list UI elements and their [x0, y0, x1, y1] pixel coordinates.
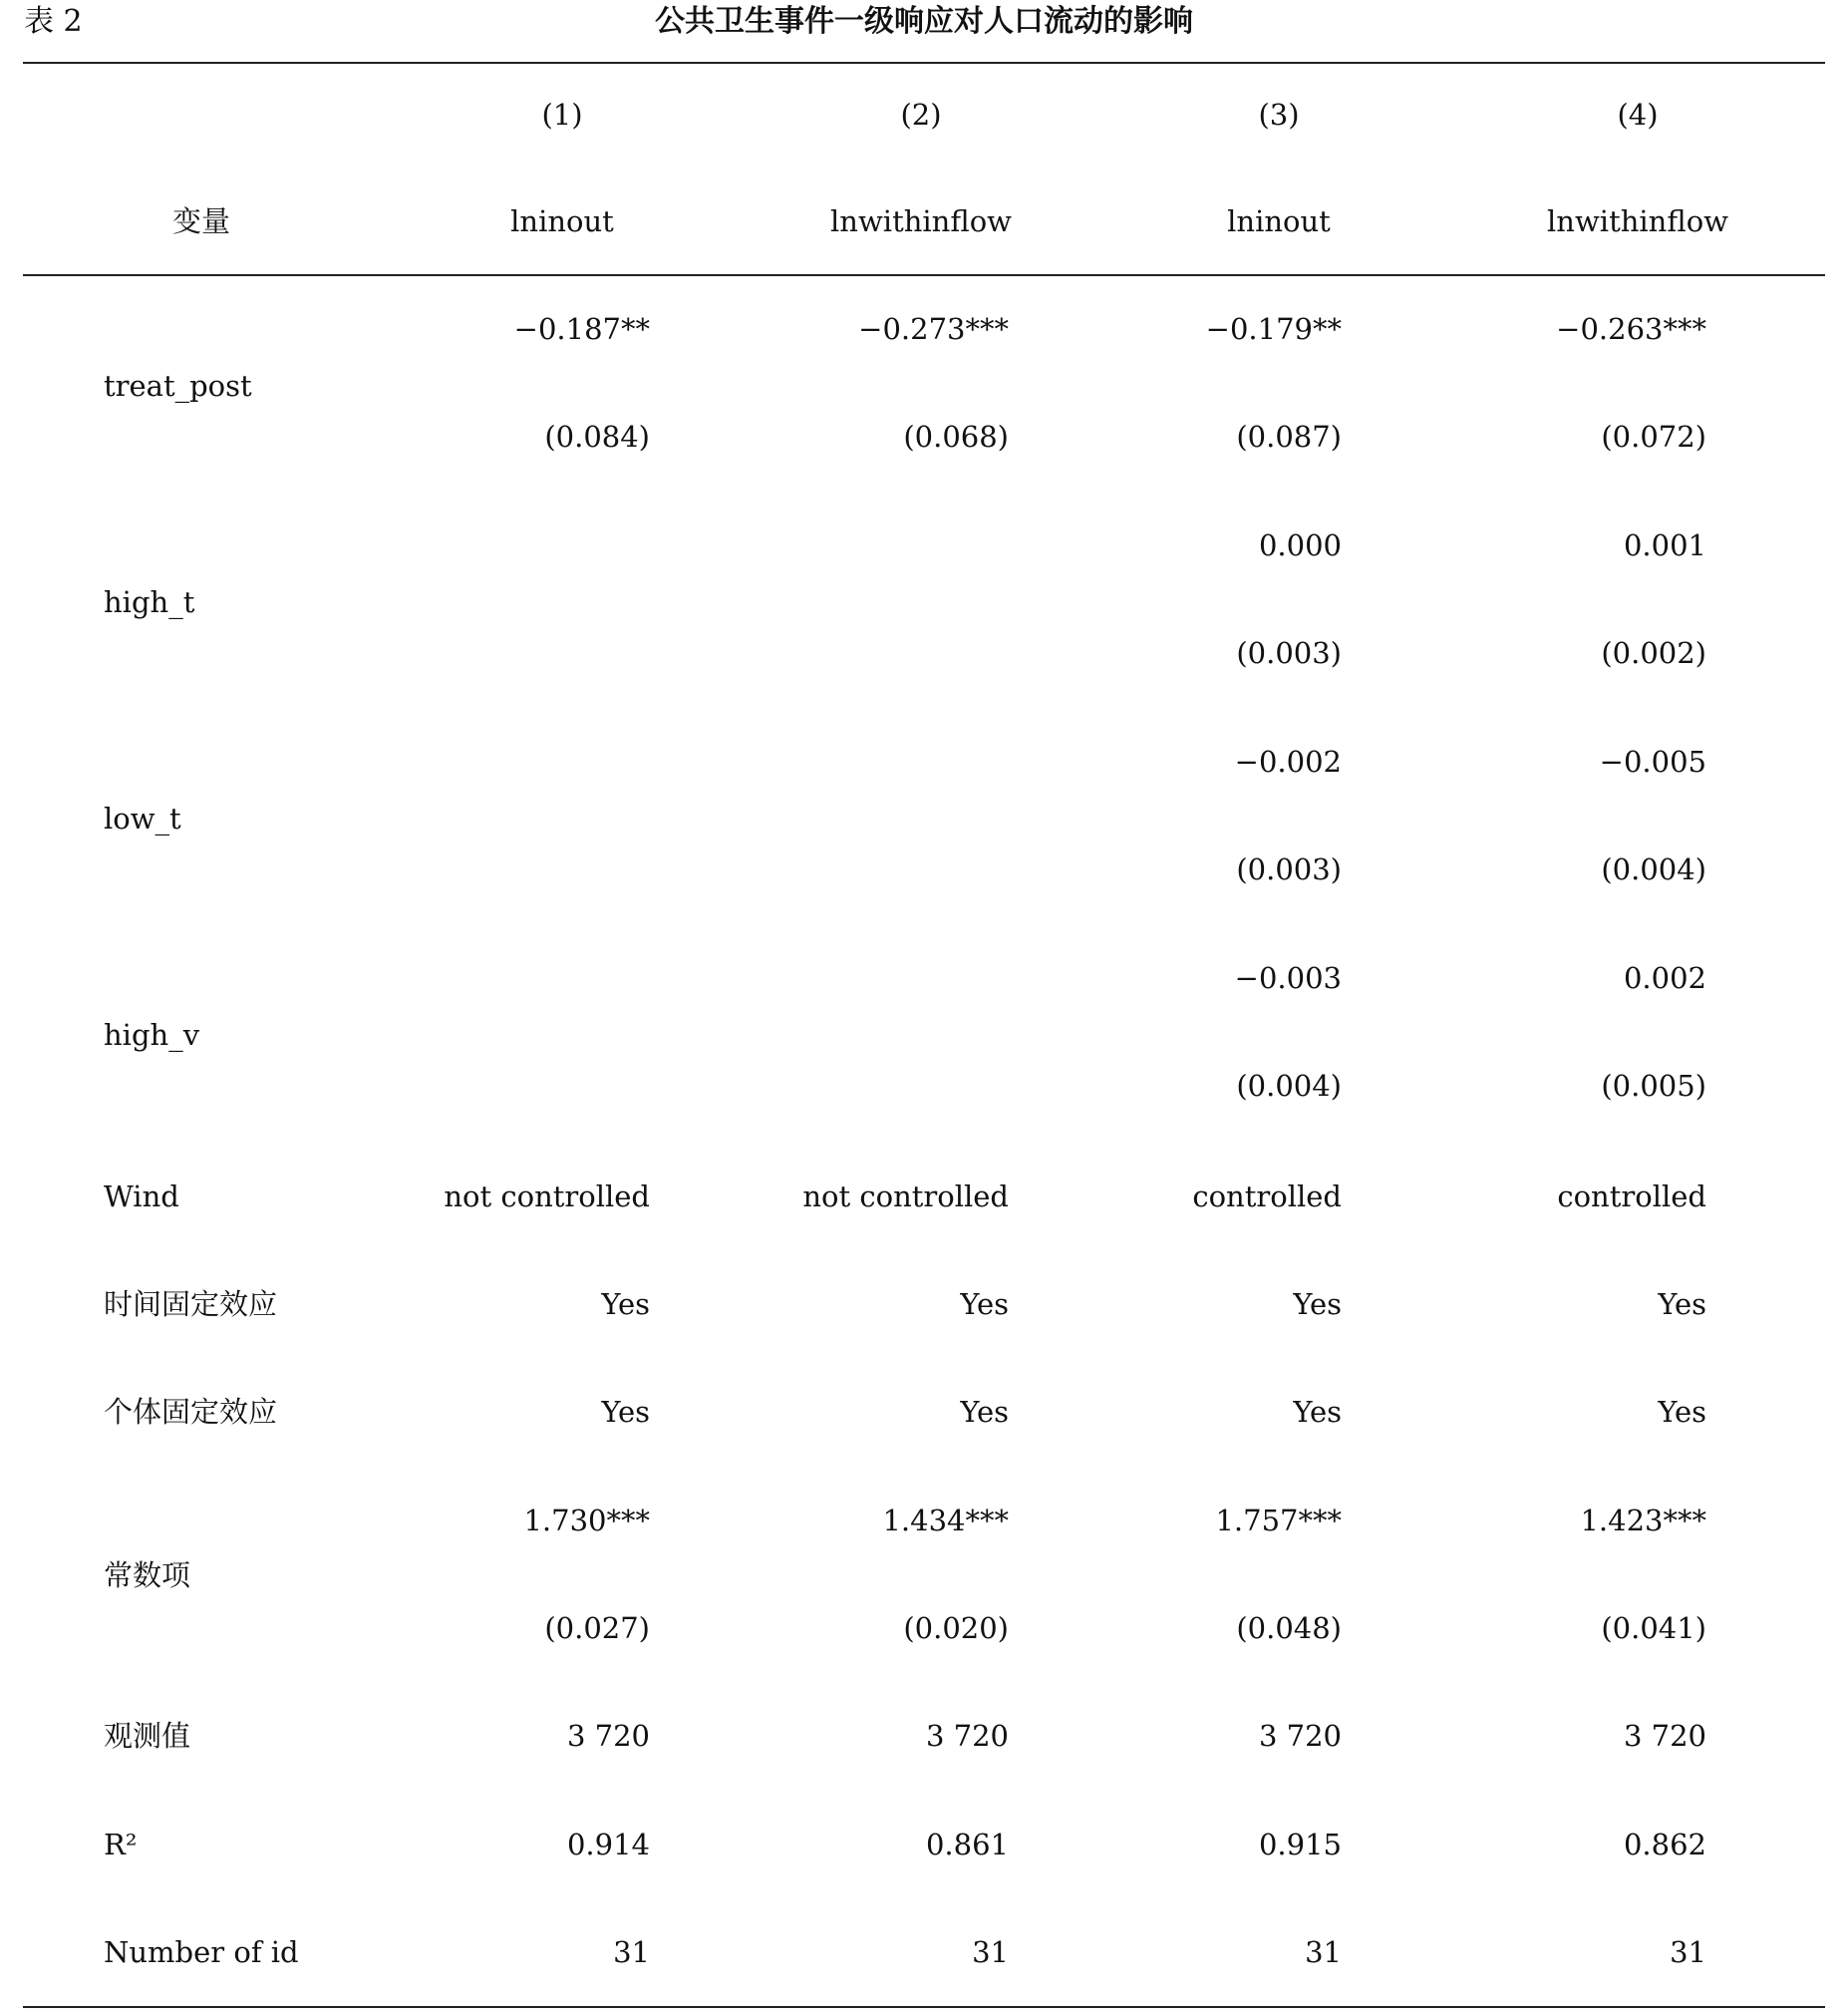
value-cell: Yes — [601, 1395, 650, 1429]
value-cell: 31 — [1670, 1935, 1706, 1969]
value-cell: not controlled — [802, 1179, 1009, 1213]
coef-cell: 0.001 — [1623, 528, 1706, 562]
value-cell: 31 — [972, 1935, 1009, 1969]
value-cell: Yes — [1658, 1287, 1706, 1321]
row-label-wind: Wind — [104, 1179, 179, 1213]
se-cell: (0.084) — [544, 420, 650, 454]
coef-cell: −0.187** — [513, 312, 650, 346]
top-rule — [23, 62, 1825, 64]
variable-header: 变量 — [171, 204, 230, 238]
value-cell: 3 720 — [566, 1719, 650, 1753]
se-cell: (0.003) — [1236, 636, 1342, 670]
value-cell: 0.915 — [1258, 1828, 1342, 1861]
value-cell: 3 720 — [925, 1719, 1009, 1753]
col-number-4: (4) — [1617, 98, 1659, 132]
row-label-number-of-id: Number of id — [104, 1935, 299, 1969]
se-cell: (0.068) — [903, 420, 1009, 454]
value-cell: Yes — [1658, 1395, 1706, 1429]
se-cell: (0.004) — [1236, 1069, 1342, 1103]
row-label-treat-post: treat_post — [104, 369, 252, 403]
row-label-observations: 观测值 — [104, 1719, 191, 1753]
coef-cell: −0.179** — [1205, 312, 1342, 346]
se-cell: (0.087) — [1236, 420, 1342, 454]
coef-cell: −0.263*** — [1556, 312, 1706, 346]
row-label-constant: 常数项 — [104, 1558, 191, 1592]
coef-cell: 1.730*** — [523, 1504, 650, 1537]
coef-cell: −0.005 — [1599, 745, 1706, 779]
col-number-3: (3) — [1258, 98, 1300, 132]
col-number-2: (2) — [900, 98, 942, 132]
se-cell: (0.002) — [1601, 636, 1706, 670]
table-title: 公共卫生事件一级响应对人口流动的影响 — [655, 4, 1193, 39]
value-cell: controlled — [1192, 1179, 1342, 1213]
header-rule — [23, 274, 1825, 276]
row-label-high-v: high_v — [104, 1018, 200, 1052]
row-label-individual-fixed-effect: 个体固定效应 — [104, 1395, 278, 1429]
row-label-time-fixed-effect: 时间固定效应 — [104, 1287, 278, 1321]
value-cell: 31 — [613, 1935, 650, 1969]
value-cell: 31 — [1305, 1935, 1342, 1969]
se-cell: (0.005) — [1601, 1069, 1706, 1103]
value-cell: controlled — [1557, 1179, 1706, 1213]
value-cell: 0.862 — [1623, 1828, 1706, 1861]
row-label-high-t: high_t — [104, 585, 195, 619]
coef-cell: 1.757*** — [1215, 1504, 1342, 1537]
coef-cell: −0.003 — [1234, 961, 1342, 995]
coef-cell: 0.000 — [1258, 528, 1342, 562]
se-cell: (0.004) — [1601, 852, 1706, 886]
coef-cell: 1.423*** — [1580, 1504, 1706, 1537]
value-cell: Yes — [1293, 1287, 1342, 1321]
se-cell: (0.048) — [1236, 1611, 1342, 1645]
value-cell: Yes — [1293, 1395, 1342, 1429]
se-cell: (0.003) — [1236, 852, 1342, 886]
col-number-1: (1) — [541, 98, 583, 132]
row-label-low-t: low_t — [104, 802, 181, 836]
col-header-3: lninout — [1227, 204, 1331, 238]
coef-cell: 1.434*** — [882, 1504, 1009, 1537]
value-cell: 0.914 — [566, 1828, 650, 1861]
value-cell: Yes — [960, 1395, 1009, 1429]
value-cell: 3 720 — [1258, 1719, 1342, 1753]
coef-cell: −0.273*** — [858, 312, 1009, 346]
value-cell: Yes — [960, 1287, 1009, 1321]
table-label: 表 2 — [24, 4, 83, 39]
value-cell: not controlled — [444, 1179, 650, 1213]
value-cell: Yes — [601, 1287, 650, 1321]
row-label-r-squared: R² — [104, 1828, 138, 1861]
se-cell: (0.072) — [1601, 420, 1706, 454]
coef-cell: 0.002 — [1623, 961, 1706, 995]
value-cell: 0.861 — [925, 1828, 1009, 1861]
col-header-1: lninout — [510, 204, 614, 238]
se-cell: (0.020) — [903, 1611, 1009, 1645]
coef-cell: −0.002 — [1234, 745, 1342, 779]
value-cell: 3 720 — [1623, 1719, 1706, 1753]
bottom-rule — [23, 2006, 1825, 2008]
col-header-2: lnwithinflow — [830, 204, 1012, 238]
se-cell: (0.041) — [1601, 1611, 1706, 1645]
col-header-4: lnwithinflow — [1547, 204, 1728, 238]
se-cell: (0.027) — [544, 1611, 650, 1645]
